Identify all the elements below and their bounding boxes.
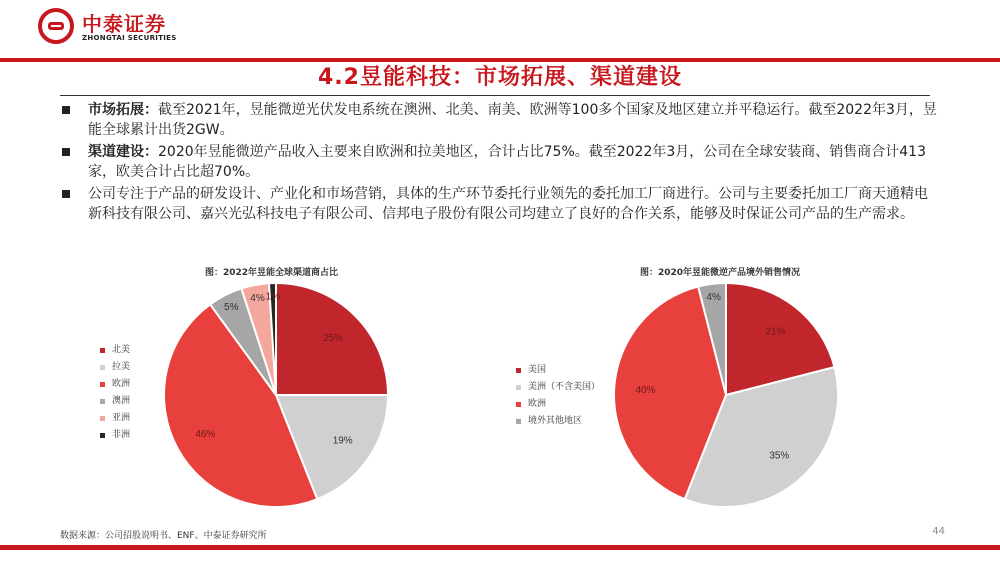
header-bar [0,0,1000,58]
chart1-legend-item-1 [100,359,130,376]
chart1-slice-label-3: 5% [224,302,239,314]
chart2-legend-swatch-2 [516,402,521,407]
bullet-list [60,100,940,226]
chart1-slice-label-4: 4% [250,293,265,305]
logo-english-name: ZHONGTAI SECURITIES [82,34,177,42]
chart1-legend-item-5 [100,427,130,444]
data-source-note: 数据来源：公司招股说明书、ENF、中泰证券研究所 [60,531,267,541]
chart1-slice-label-2: 46% [195,428,216,440]
chart1-title: 图：2022年昱能全球渠道商占比 [205,268,339,278]
chart2-legend-swatch-1 [516,385,521,390]
chart1-legend-item-3 [100,393,130,410]
chart1-legend [100,342,130,444]
chart2-legend-item-3 [516,413,600,430]
chart2-legend-label-1: 美洲（不含美国） [528,382,601,392]
chart1-legend-item-0 [100,342,130,359]
chart1-legend-swatch-2 [100,382,105,387]
company-logo [38,8,208,50]
chart1-legend-item-2 [100,376,130,393]
chart1-legend-label-5: 非洲 [112,430,131,440]
bullet-square-icon [62,106,70,114]
bullet-text: 截至2021年，昱能微逆光伏发电系统在澳洲、北美、南美、欧洲等100多个国家及地区建立并平稳运行。截至2022年3月，昱能全球累计出货2GW。 [88,102,937,138]
bullet-text: 公司专注于产品的研发设计、产业化和市场营销，具体的生产环节委托行业领先的委托加工厂商进行。公司与主要委托加工厂商天通精电新科技有限公司、嘉兴光弘科技电子有限公司、信邦电子股份有限公司均建立了良好的合作关系，能够及时保证公司产品的生产需求。 [88,186,928,222]
chart1-legend-label-1: 拉美 [112,362,131,372]
chart2-legend-item-1 [516,379,600,396]
bullet-square-icon [62,190,70,198]
bullet-item [60,100,940,140]
title-underline [60,95,930,96]
chart1-legend-label-4: 亚洲 [112,413,131,423]
chart2-slice-label-3: 4% [706,292,721,304]
chart2-legend-swatch-0 [516,368,521,373]
logo-icon [38,8,74,44]
chart2-slice-label-1: 35% [769,450,790,462]
chart1-legend-swatch-3 [100,399,105,404]
chart1-legend-item-4 [100,410,130,427]
footer-divider [0,545,1000,550]
chart2-title: 图：2020年昱能微逆产品境外销售情况 [640,268,801,278]
chart2-legend-swatch-3 [516,419,521,424]
chart2-legend-label-2: 欧洲 [528,399,547,409]
bullet-text: 2020年昱能微逆产品收入主要来自欧洲和拉美地区，合计占比75%。截至2022年3月，公司在全球安装商、销售商合计413家，欧美合计占比超70%。 [88,144,927,180]
page-number: 44 [932,526,945,537]
chart2-legend-item-2 [516,396,600,413]
chart2-slice-label-0: 21% [765,326,786,338]
chart1-legend-label-3: 澳洲 [112,396,131,406]
chart1-pie [156,275,396,515]
chart1-legend-swatch-5 [100,433,105,438]
chart1-legend-swatch-0 [100,348,105,353]
chart2-slice-label-2: 40% [635,384,656,396]
page-title: 4.2昱能科技：市场拓展、渠道建设 [318,65,682,90]
bullet-item [60,184,940,224]
chart1-legend-swatch-1 [100,365,105,370]
chart1-legend-swatch-4 [100,416,105,421]
chart2-legend-label-3: 境外其他地区 [528,416,583,426]
chart1-legend-label-2: 欧洲 [112,379,131,389]
chart1-slice-label-1: 19% [332,435,353,447]
chart2-legend-label-0: 美国 [528,365,547,375]
logo-chinese-name: 中泰证券 [82,12,166,36]
chart2-legend-item-0 [516,362,600,379]
bullet-square-icon [62,148,70,156]
bullet-lead: 渠道建设： [88,144,158,160]
bullet-lead: 市场拓展： [88,102,158,118]
chart1-slice-label-0: 25% [323,332,344,344]
bullet-item [60,142,940,182]
chart1-slice-label-5: 1% [265,291,281,303]
chart1-legend-label-0: 北美 [112,345,131,355]
chart2-pie [606,275,846,515]
chart2-legend [516,362,600,430]
